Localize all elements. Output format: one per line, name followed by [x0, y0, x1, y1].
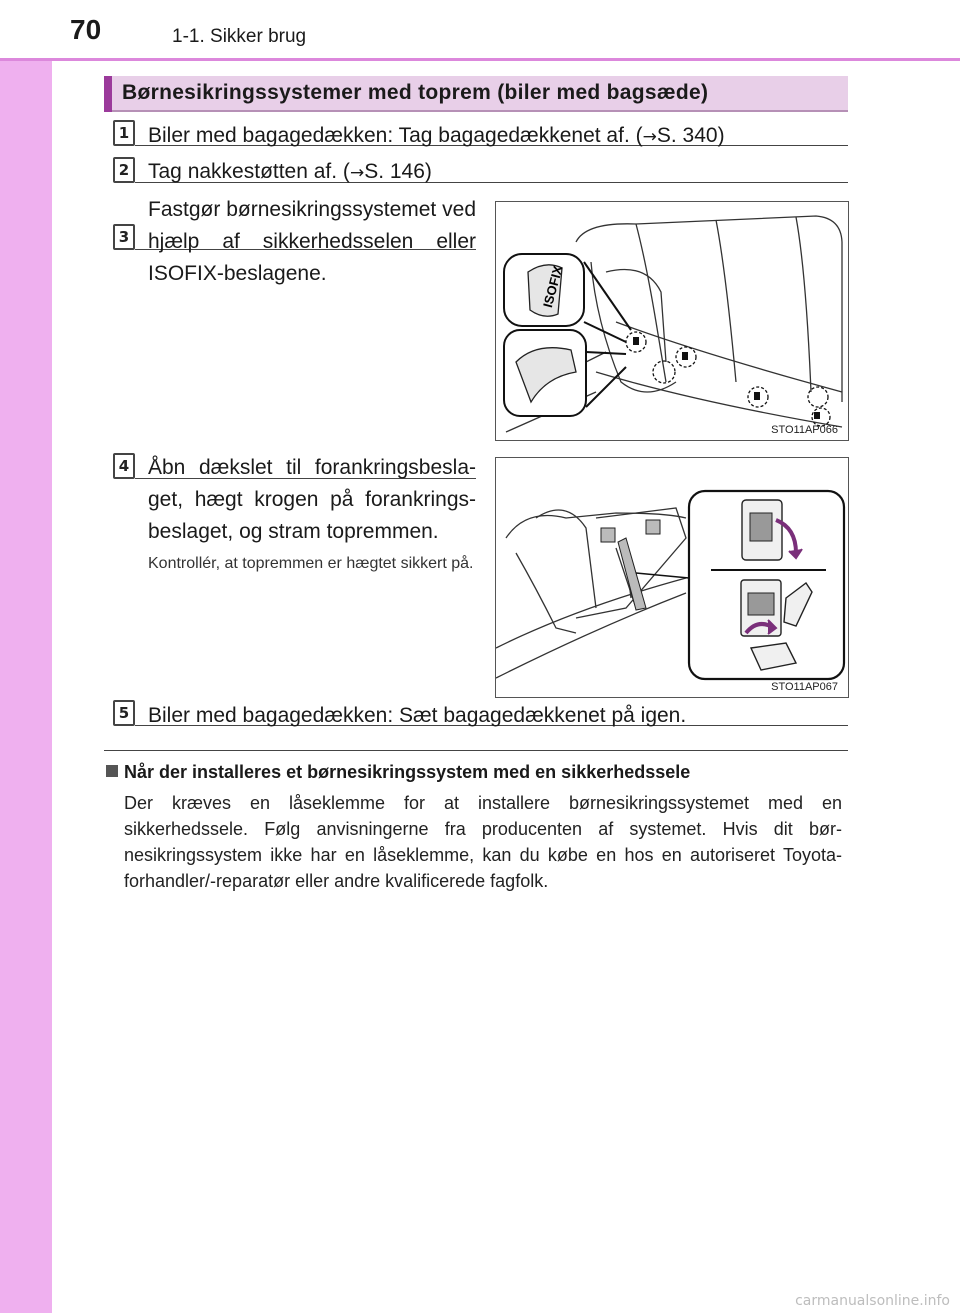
step-1-instruction: Biler med bagagedækken: Tag bagagedækkenet af. (: [148, 124, 643, 147]
header-band: [0, 0, 960, 58]
step-4-text: Åbn dækslet til forankringsbesla-get, hægt krogen på forankrings-beslaget, og stram topremmen.: [148, 456, 476, 543]
section-label: 1-1. Sikker brug: [172, 26, 307, 47]
step-1-badge: 1: [113, 120, 135, 146]
step-2-instruction: Tag nakkestøtten af. (: [148, 160, 350, 183]
info-heading: [106, 762, 690, 783]
section-title-bar: [104, 76, 848, 112]
figure-2-code: STO11AP067: [771, 681, 838, 693]
step-5-text: Biler med bagagedækken: Sæt bagagedækkenet på igen.: [148, 704, 687, 727]
arrow-icon: →: [642, 127, 657, 147]
figure-isofix-seat: [495, 201, 849, 441]
step-1-text: [148, 120, 848, 153]
step-2-badge: 2: [113, 157, 135, 183]
title-accent: [104, 76, 112, 112]
figure-1-code: STO11AP066: [771, 424, 838, 436]
info-body: Der kræves en låseklemme for at installere børnesikringssystemet med en sikkerhedssele. Følg anvisningerne fra producenten af systemet. Hvis dit bør-nesikringssystem ikke har en låseklemme, kan du købe en hos en autoriseret Toyota-forhandler/-reparatør eller andre kvalificerede fagfolk.: [124, 793, 842, 891]
step-1-page-ref[interactable]: S. 340): [656, 124, 725, 147]
arrow-icon: →: [349, 163, 365, 183]
top-tether-illustration: [496, 458, 848, 697]
step-4-badge: 4: [113, 453, 135, 479]
isofix-label: ISOFIX: [539, 264, 566, 310]
isofix-seat-illustration: [496, 202, 848, 440]
section-title: Børnesikringssystemer med toprem (biler med bagsæde): [122, 81, 709, 104]
page-number: 70: [70, 14, 102, 45]
info-heading-text: Når der installeres et børnesikringssystem med en sikkerhedssele: [124, 762, 691, 782]
step-2-text: [148, 156, 848, 189]
step-3-badge: 3: [113, 224, 135, 250]
header-rule: [0, 58, 960, 61]
watermark[interactable]: carmanualsonline.info: [795, 1293, 950, 1309]
step-5-badge: 5: [113, 700, 135, 726]
step-2-page-ref[interactable]: S. 146): [364, 160, 432, 183]
section-divider: [104, 750, 848, 751]
step-3-text: Fastgør børnesikringssystemet ved hjælp af sikkerhedsselen eller ISOFIX-beslagene.: [148, 198, 476, 285]
side-tab-bar: [0, 0, 52, 1313]
figure-top-tether: [495, 457, 849, 698]
step-4-note: Kontrollér, at topremmen er hægtet sikkert på.: [148, 555, 474, 572]
square-bullet-icon: [106, 765, 118, 777]
